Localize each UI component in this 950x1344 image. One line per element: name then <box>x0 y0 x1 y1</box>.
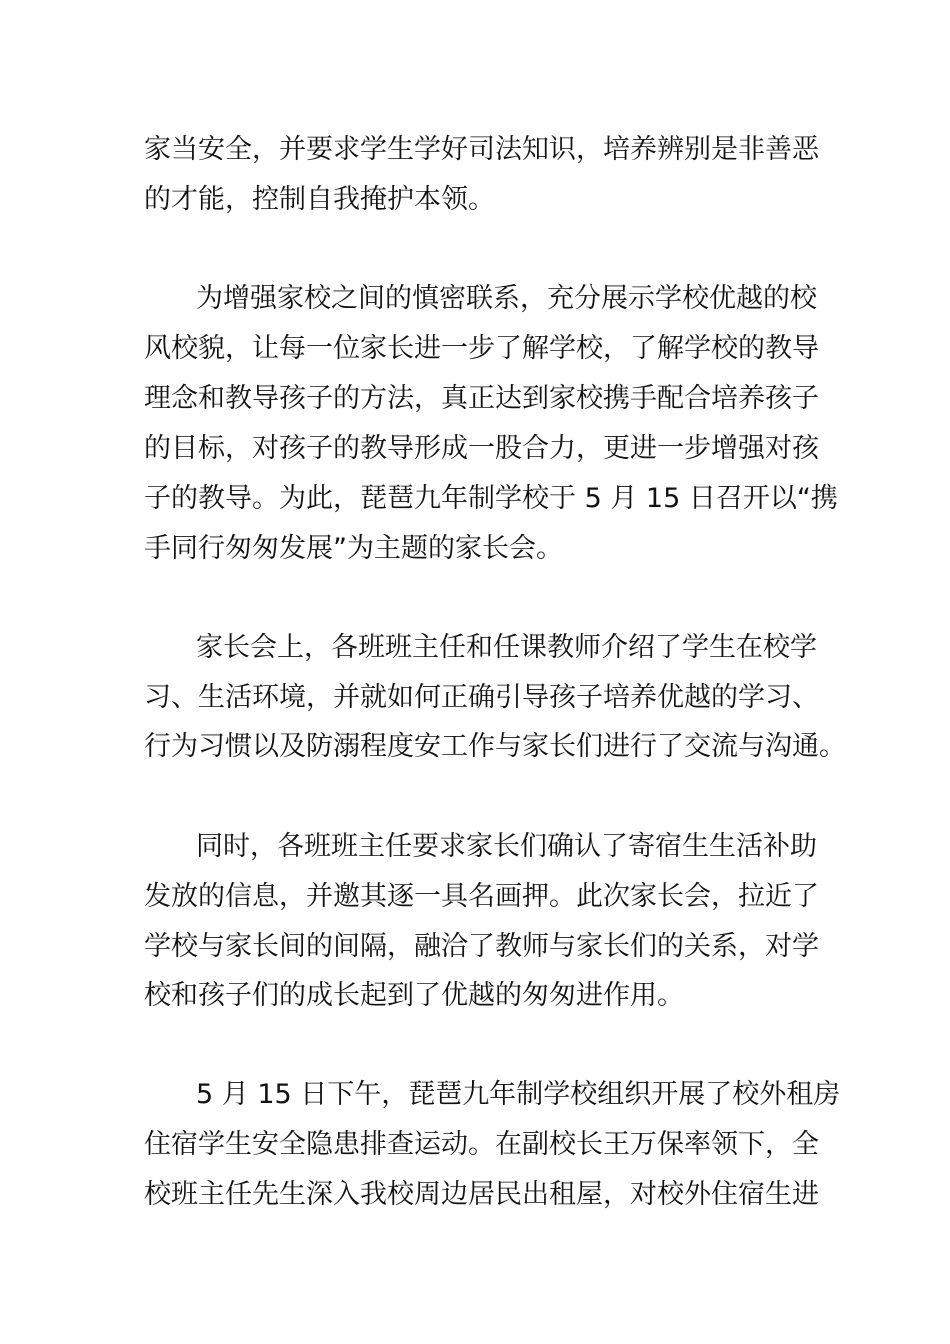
paragraph-2-line-5: 子的教导。为此，琵琶九年制学校于 5 月 15 日召开以“携 <box>144 483 838 514</box>
paragraph-4-line-3: 学校与家长间的间隔，融洽了教师与家长们的关系，对学 <box>144 931 819 962</box>
paragraph-5-line-3: 校班主任先生深入我校周边居民出租屋，对校外住宿生进 <box>144 1179 819 1210</box>
paragraph-2-line-3: 理念和教导孩子的方法，真正达到家校携手配合培养孩子 <box>144 383 819 414</box>
paragraph-2-line-2: 风校貌，让每一位家长进一步了解学校，了解学校的教导 <box>144 333 819 364</box>
paragraph-2-line-4: 的目标，对孩子的教导形成一股合力，更进一步增强对孩 <box>144 433 819 464</box>
paragraph-2-line-6: 手同行匆匆发展”为主题的家长会。 <box>144 533 563 564</box>
paragraph-2-line-1: 为增强家校之间的慎密联系，充分展示学校优越的校 <box>196 283 817 314</box>
paragraph-4-line-1: 同时，各班班主任要求家长们确认了寄宿生生活补助 <box>196 831 817 862</box>
paragraph-5-line-2: 住宿学生安全隐患排查运动。在副校长王万保率领下，全 <box>144 1129 819 1160</box>
paragraph-3-line-2: 习、生活环境，并就如何正确引导孩子培养优越的学习、 <box>144 682 819 713</box>
paragraph-3-line-1: 家长会上，各班班主任和任课教师介绍了学生在校学 <box>196 632 817 663</box>
paragraph-1-line-2: 的才能，控制自我掩护本领。 <box>144 184 495 215</box>
paragraph-3-line-3: 行为习惯以及防溺程度安工作与家长们进行了交流与沟通。 <box>144 731 846 762</box>
paragraph-4-line-2: 发放的信息，并邀其逐一具名画押。此次家长会，拉近了 <box>144 881 819 912</box>
paragraph-5-line-1: 5 月 15 日下午，琵琶九年制学校组织开展了校外租房 <box>196 1079 841 1110</box>
paragraph-1-line-1: 家当安全，并要求学生学好司法知识，培养辨别是非善恶 <box>144 134 819 165</box>
paragraph-4-line-4: 校和孩子们的成长起到了优越的匆匆进作用。 <box>144 980 684 1011</box>
